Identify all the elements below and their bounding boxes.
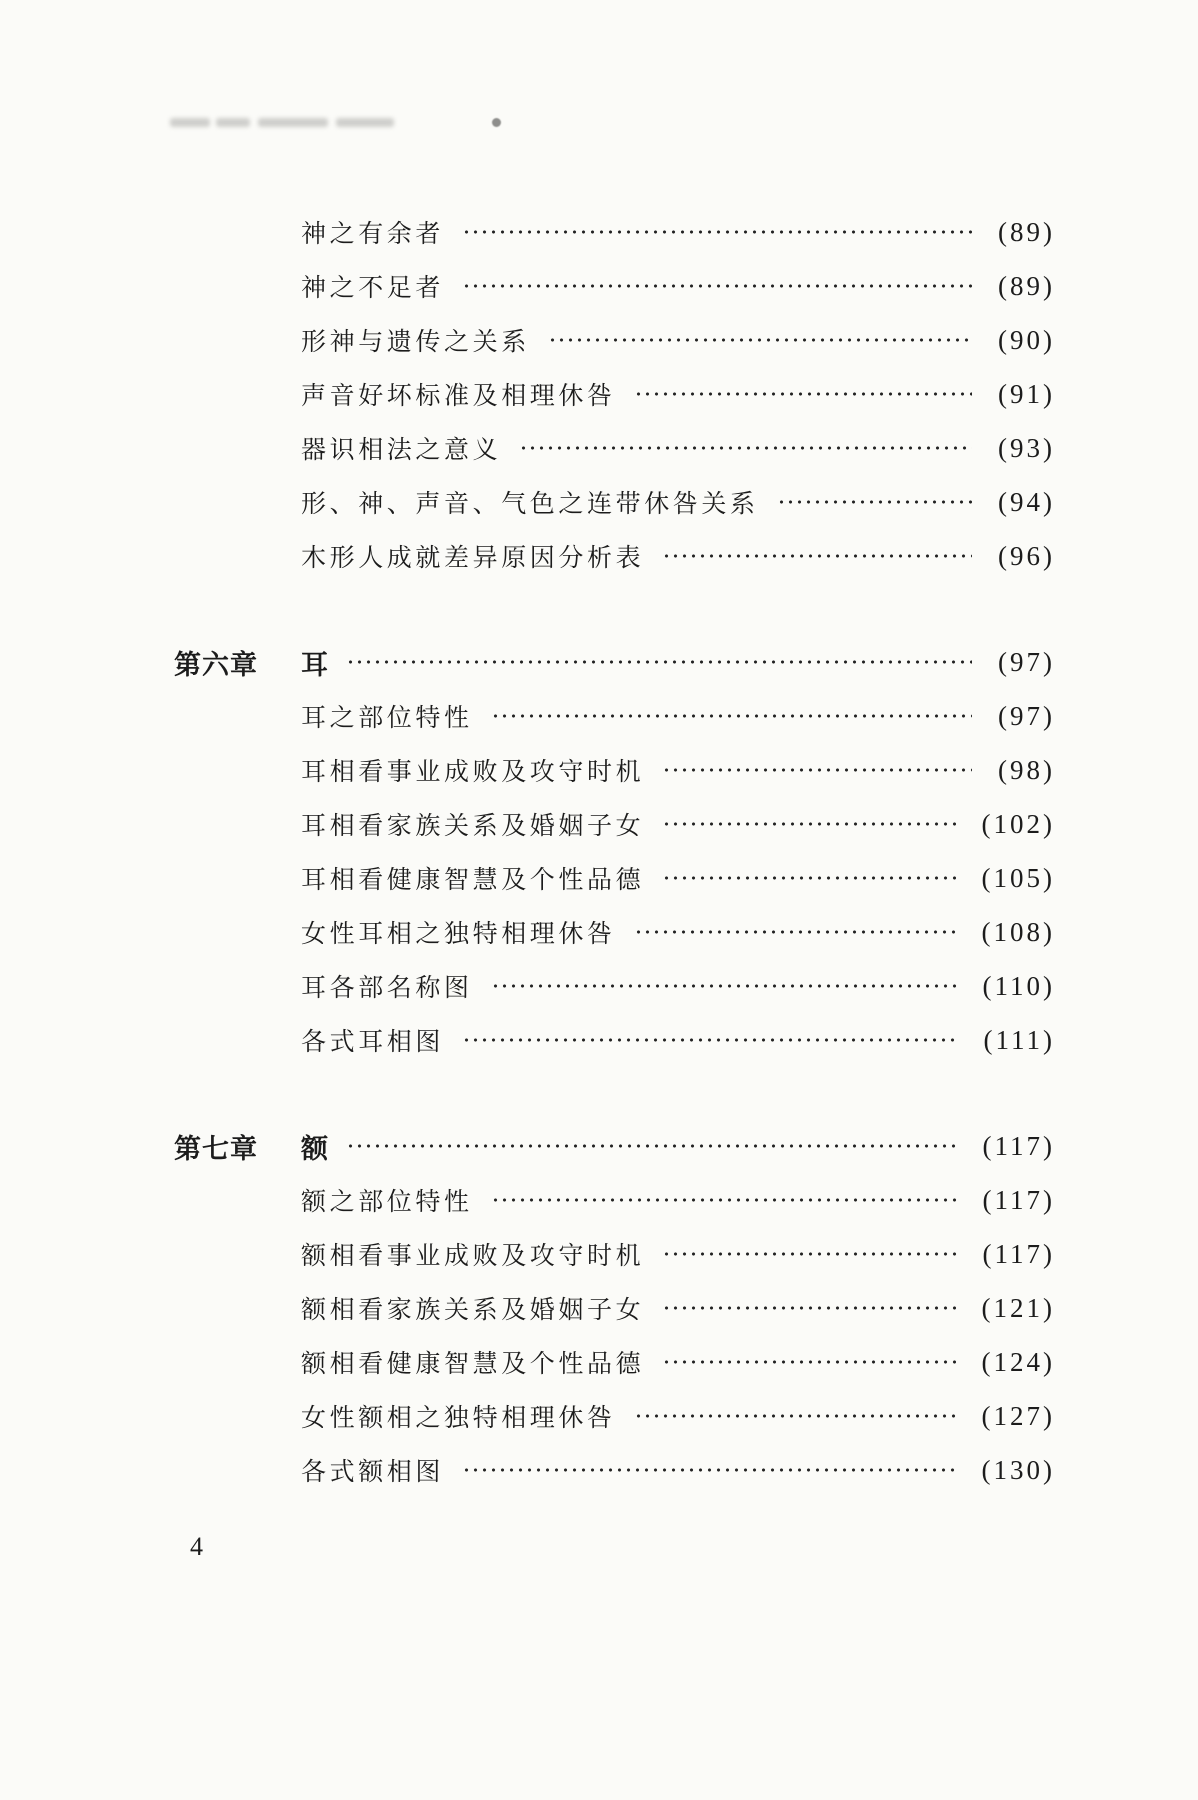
- chapter-label: 第七章: [174, 1133, 258, 1165]
- toc-entry: [301, 1173, 1055, 1227]
- toc-page-ref: (94): [998, 486, 1055, 517]
- toc-entry-title: 额之部位特性: [301, 1187, 473, 1216]
- toc-page-ref: (117): [982, 1238, 1055, 1269]
- chapter-heading: [174, 635, 1055, 689]
- dot-leader: [662, 1305, 955, 1311]
- toc-entry-title: 器识相法之意义: [301, 435, 502, 464]
- toc-entry: [301, 851, 1055, 905]
- toc-page-ref: (97): [998, 646, 1055, 677]
- toc-entry: [301, 1443, 1055, 1497]
- toc-page-ref: (97): [998, 700, 1055, 731]
- toc-page-ref: (130): [981, 1454, 1055, 1485]
- toc-page-ref: (117): [982, 1184, 1055, 1215]
- toc-entry: [301, 313, 1055, 367]
- toc-page-ref: (111): [983, 1024, 1055, 1055]
- toc-entry-title: 声音好坏标准及相理休咎: [301, 381, 616, 410]
- dot-leader: [662, 767, 972, 773]
- toc-section: [0, 1119, 1198, 1497]
- dot-leader: [462, 1467, 956, 1473]
- dot-leader: [662, 1359, 955, 1365]
- dot-leader: [662, 821, 955, 827]
- header-dot: [492, 118, 501, 127]
- toc-entry: [301, 797, 1055, 851]
- toc-page-ref: (96): [998, 540, 1055, 571]
- toc-page-ref: (98): [998, 754, 1055, 785]
- toc-entry: [301, 475, 1055, 529]
- chapter-title: 耳: [301, 649, 328, 681]
- toc-entry-title: 形、神、声音、气色之连带休咎关系: [301, 489, 759, 518]
- dot-leader: [462, 229, 972, 235]
- toc-entry: [301, 259, 1055, 313]
- toc-entry: [301, 367, 1055, 421]
- toc-page-ref: (102): [981, 808, 1055, 839]
- toc-entry-title: 木形人成就差异原因分析表: [301, 543, 645, 572]
- toc-page-ref: (89): [998, 216, 1055, 247]
- dot-leader: [346, 1143, 957, 1149]
- toc-entry-title: 女性耳相之独特相理休咎: [301, 919, 616, 948]
- toc-entry-title: 耳相看健康智慧及个性品德: [301, 865, 645, 894]
- toc-entry-title: 额相看事业成败及攻守时机: [301, 1241, 645, 1270]
- dot-leader: [634, 1413, 956, 1419]
- toc-page-ref: (108): [981, 916, 1055, 947]
- toc-entry-title: 额相看健康智慧及个性品德: [301, 1349, 645, 1378]
- toc-page-ref: (124): [981, 1346, 1055, 1377]
- toc-entry: [301, 905, 1055, 959]
- toc-entry-title: 各式耳相图: [301, 1027, 445, 1056]
- toc-entry: [301, 529, 1055, 583]
- dot-leader: [491, 983, 957, 989]
- dot-leader: [634, 391, 972, 397]
- dot-leader: [346, 659, 972, 665]
- chapter-title: 额: [301, 1133, 328, 1165]
- toc-entry: [301, 743, 1055, 797]
- toc-entry: [301, 1281, 1055, 1335]
- toc-page-ref: (90): [998, 324, 1055, 355]
- toc-entry-title: 神之不足者: [301, 273, 445, 302]
- toc-entry: [301, 1335, 1055, 1389]
- toc-section: [0, 205, 1198, 583]
- chapter-label: 第六章: [174, 649, 258, 681]
- toc-entry-title: 额相看家族关系及婚姻子女: [301, 1295, 645, 1324]
- toc-entry: [301, 421, 1055, 475]
- dot-leader: [662, 875, 955, 881]
- toc-section: [0, 635, 1198, 1067]
- toc-entry-title: 耳相看家族关系及婚姻子女: [301, 811, 645, 840]
- toc-entry: [301, 959, 1055, 1013]
- toc-page-ref: (117): [982, 1130, 1055, 1161]
- toc-page-ref: (127): [981, 1400, 1055, 1431]
- toc-page-ref: (89): [998, 270, 1055, 301]
- dot-leader: [491, 1197, 957, 1203]
- dot-leader: [777, 499, 972, 505]
- dot-leader: [634, 929, 956, 935]
- dot-leader: [662, 553, 972, 559]
- toc-entry-title: 耳相看事业成败及攻守时机: [301, 757, 645, 786]
- toc-entry: [301, 1013, 1055, 1067]
- running-header-faded: [170, 114, 400, 130]
- toc-entry: [301, 1227, 1055, 1281]
- toc-page-ref: (93): [998, 432, 1055, 463]
- toc-entry-title: 神之有余者: [301, 219, 445, 248]
- dot-leader: [491, 713, 972, 719]
- toc-entry: [301, 205, 1055, 259]
- toc-entry: [301, 689, 1055, 743]
- dot-leader: [462, 1037, 958, 1043]
- dot-leader: [548, 337, 972, 343]
- dot-leader: [462, 283, 972, 289]
- toc-page-ref: (121): [981, 1292, 1055, 1323]
- toc-entry-title: 耳各部名称图: [301, 973, 473, 1002]
- toc-entry-title: 各式额相图: [301, 1457, 445, 1486]
- toc-page-ref: (110): [982, 970, 1055, 1001]
- toc-entry: [301, 1389, 1055, 1443]
- chapter-heading: [174, 1119, 1055, 1173]
- toc-entry-title: 形神与遗传之关系: [301, 327, 530, 356]
- dot-leader: [519, 445, 972, 451]
- page-number: 4: [190, 1532, 203, 1561]
- toc-entry-title: 耳之部位特性: [301, 703, 473, 732]
- toc-page-ref: (105): [981, 862, 1055, 893]
- toc-entry-title: 女性额相之独特相理休咎: [301, 1403, 616, 1432]
- toc-page-ref: (91): [998, 378, 1055, 409]
- dot-leader: [662, 1251, 956, 1257]
